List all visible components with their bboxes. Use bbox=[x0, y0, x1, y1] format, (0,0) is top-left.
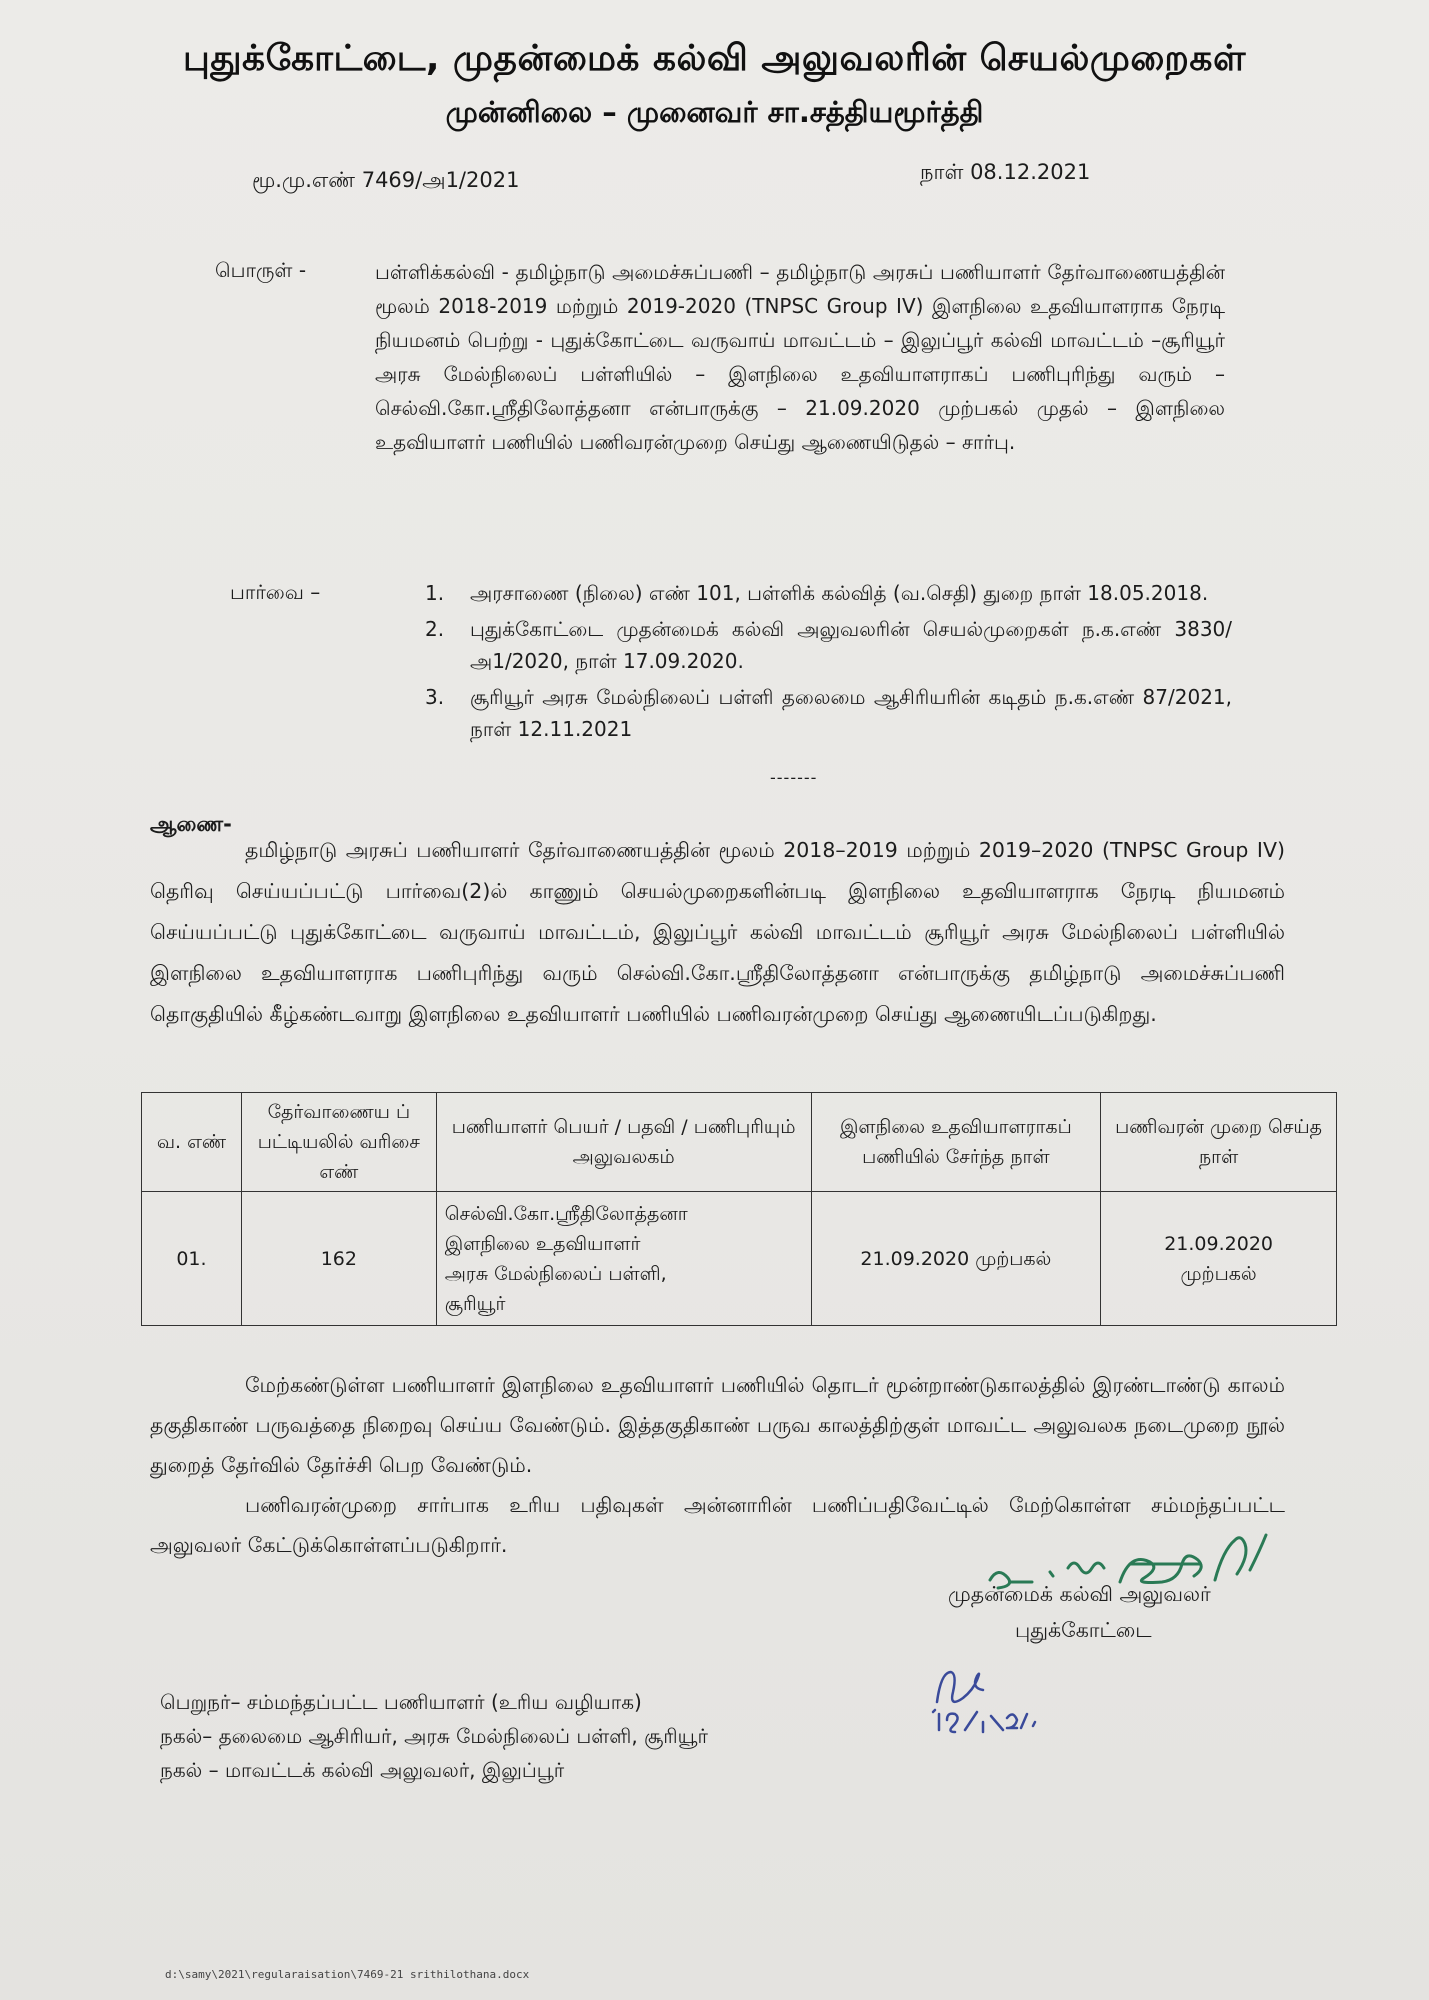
cell-regularised bbox=[1101, 1192, 1337, 1326]
employee-name: செல்வி.கோ.ஸ்ரீதிலோத்தனா bbox=[444, 1202, 688, 1225]
reference-number-1: 1. bbox=[425, 581, 445, 605]
table-header-row bbox=[142, 1093, 1337, 1192]
reference-item bbox=[425, 681, 1232, 745]
record-paragraph: பணிவரன்முறை சார்பாக உரிய பதிவுகள் அன்னாரின் பணிப்பதிவேட்டில் மேற்கொள்ள சம்மந்தப்பட்ட அலுவலர் கேட்டுக்கொள்ளப்படுகிறார். bbox=[150, 1493, 1285, 1557]
reference-text: அரசாணை (நிலை) எண் 101, பள்ளிக் கல்வித் (வ.செதி) துறை நாள் 18.05.2018. bbox=[470, 581, 1209, 605]
header-sno: வ. எண் bbox=[142, 1093, 242, 1192]
receipt-initials bbox=[925, 1660, 1065, 1735]
header-name: பணியாளர் பெயர் / பதவி / பணிபுரியும் அலுவலகம் bbox=[436, 1093, 811, 1192]
employee-post: இளநிலை உதவியாளர் bbox=[444, 1232, 641, 1255]
copy-list bbox=[160, 1685, 708, 1787]
header-rank: தேர்வாணைய ப் பட்டியலில் வரிசை எண் bbox=[241, 1093, 436, 1192]
header-joined: இளநிலை உதவியாளராகப் பணியில் சேர்ந்த நாள் bbox=[811, 1093, 1101, 1192]
order-heading: ஆணை- bbox=[150, 812, 232, 836]
reference-item bbox=[425, 577, 1232, 609]
reference-text: சூரியூர் அரசு மேல்நிலைப் பள்ளி தலைமை ஆசிரியரின் கடிதம் ந.க.எண் 87/2021, நாள் 12.11.2021 bbox=[470, 685, 1232, 741]
signatory-title: முதன்மைக் கல்வி அலுவலர் bbox=[948, 1582, 1211, 1606]
reference-number: மூ.மு.எண் 7469/அ1/2021 bbox=[252, 168, 520, 192]
employee-place: சூரியூர் bbox=[444, 1292, 506, 1315]
copy-line-deo: நகல் – மாவட்டக் கல்வி அலுவலர், இலுப்பூர் bbox=[160, 1758, 565, 1782]
reference-text: புதுக்கோட்டை முதன்மைக் கல்வி அலுவலரின் செயல்முறைகள் ந.க.எண் 3830/அ1/2020, நாள் 17.09.2020. bbox=[470, 617, 1232, 673]
subject-text: பள்ளிக்கல்வி - தமிழ்நாடு அமைச்சுப்பணி – தமிழ்நாடு அரசுப் பணியாளர் தேர்வாணையத்தின் மூலம் 2018-2019 மற்றும் 2019-2020 (TNPSC Group IV) இளநிலை உதவியாளராக நேரடி நியமனம் பெற்று - புதுக்கோட்டை வருவாய் மாவட்டம் – இலுப்பூர் கல்வி மாவட்டம் –சூரியூர் அரசு மேல்நிலைப் பள்ளியில் – இளநிலை உதவியாளராகப் பணிபுரிந்து வரும் – செல்வி.கோ.ஸ்ரீதிலோத்தனா என்பாருக்கு – 21.09.2020 முற்பகல் முதல் – இளநிலை உதவியாளர் பணியில் பணிவரன்முறை செய்து ஆணையிடுதல் – சார்பு. bbox=[375, 260, 1225, 454]
references-label: பார்வை – bbox=[230, 580, 321, 604]
employee-office: அரசு மேல்நிலைப் பள்ளி, bbox=[444, 1262, 667, 1285]
reference-number-3: 3. bbox=[425, 685, 445, 709]
regularised-date: 21.09.2020 bbox=[1164, 1232, 1273, 1255]
cell-sno: 01. bbox=[142, 1192, 242, 1326]
cell-name bbox=[436, 1192, 811, 1326]
order-body: தமிழ்நாடு அரசுப் பணியாளர் தேர்வாணையத்தின் மூலம் 2018–2019 மற்றும் 2019–2020 (TNPSC Group IV) தெரிவு செய்யப்பட்டு பார்வை(2)ல் காணும் செயல்முறைகளின்படி இளநிலை உதவியாளராக நேரடி நியமனம் செய்யப்பட்டு புதுக்கோட்டை வருவாய் மாவட்டம், இலுப்பூர் கல்வி மாவட்டம் சூரியூர் அரசு மேல்நிலைப் பள்ளியில் இளநிலை உதவியாளராக பணிபுரிந்து வரும் செல்வி.கோ.ஸ்ரீதிலோத்தனா என்பாருக்கு தமிழ்நாடு அமைச்சுப்பணி தொகுதியில் கீழ்கண்டவாறு இளநிலை உதவியாளர் பணியில் பணிவரன்முறை செய்து ஆணையிடப்படுகிறது. bbox=[150, 838, 1285, 1026]
document-title: புதுக்கோட்டை, முதன்மைக் கல்வி அலுவலரின் செயல்முறைகள் bbox=[183, 38, 1246, 79]
header-regularised: பணிவரன் முறை செய்த நாள் bbox=[1101, 1093, 1337, 1192]
presence-line: முன்னிலை – முனைவர் சா.சத்தியமூர்த்தி bbox=[445, 95, 984, 129]
regularised-session: முற்பகல் bbox=[1180, 1262, 1257, 1285]
separator: ------- bbox=[770, 768, 818, 787]
subject-label: பொருள் - bbox=[215, 258, 307, 282]
references-list bbox=[425, 577, 1232, 749]
cell-rank: 162 bbox=[241, 1192, 436, 1326]
file-path-footer: d:\samy\2021\regularaisation\7469-21 srithilothana.docx bbox=[165, 1968, 530, 1981]
cell-joined: 21.09.2020 முற்பகல் bbox=[811, 1192, 1101, 1326]
recipient-line: பெறுநர்– சம்மந்தப்பட்ட பணியாளர் (உரிய வழியாக) bbox=[160, 1690, 642, 1714]
copy-line-headmaster: நகல்– தலைமை ஆசிரியர், அரசு மேல்நிலைப் பள்ளி, சூரியூர் bbox=[160, 1724, 708, 1748]
table-row bbox=[142, 1192, 1337, 1326]
signatory-place: புதுக்கோட்டை bbox=[1015, 1618, 1152, 1642]
reference-item bbox=[425, 613, 1232, 677]
probation-paragraph: மேற்கண்டுள்ள பணியாளர் இளநிலை உதவியாளர் பணியில் தொடர் மூன்றாண்டுகாலத்தில் இரண்டாண்டு காலம் தகுதிகாண் பருவத்தை நிறைவு செய்ய வேண்டும். இத்தகுதிகாண் பருவ காலத்திற்குள் மாவட்ட அலுவலக நடைமுறை நூல் துறைத் தேர்வில் தேர்ச்சி பெற வேண்டும். bbox=[150, 1373, 1285, 1477]
reference-number-2: 2. bbox=[425, 617, 445, 641]
document-date: நாள் 08.12.2021 bbox=[920, 160, 1091, 184]
regularisation-table bbox=[141, 1092, 1337, 1326]
